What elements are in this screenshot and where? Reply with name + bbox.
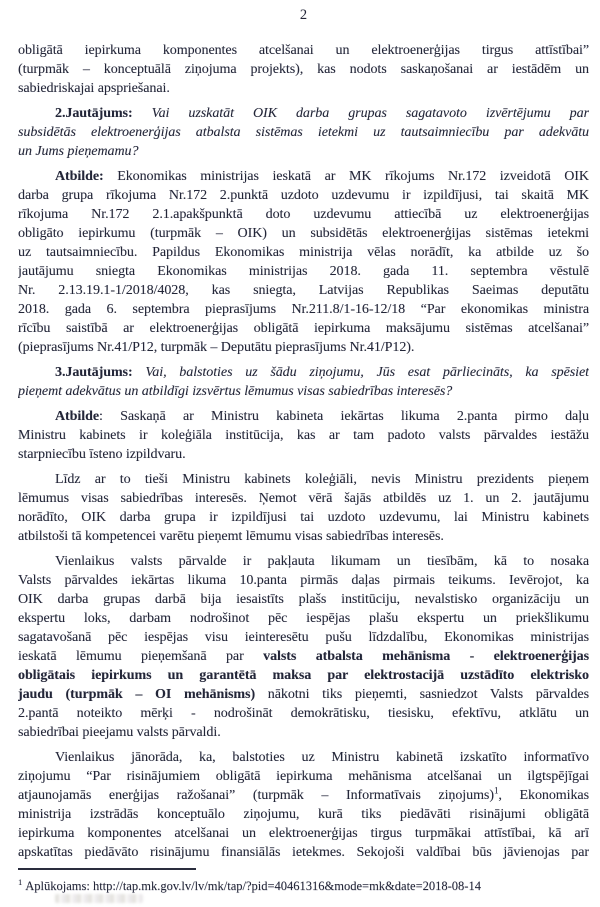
text-segment: ziņojumu “Par risinājumiem obligātā iepirkuma mehānisma atcelšanai un ilgtspējīgai	[18, 769, 589, 784]
text-line	[18, 767, 589, 786]
paragraph	[18, 407, 589, 464]
text-segment: (pieprasījums Nr.41/P12, turpmāk – Deputātu pieprasījums Nr.41/P12).	[18, 340, 415, 355]
text-line	[18, 470, 589, 489]
text-segment: Valsts pārvaldes iekārtas likuma 10.panta pirmās daļas pirmais teikums. Ievērojot, ka	[18, 573, 589, 588]
text-segment: obligātā iepirkuma komponentes atcelšanai un elektroenerģijas tirgus attīstībai”	[18, 43, 589, 58]
text-line	[18, 142, 589, 161]
text-line	[18, 445, 589, 464]
footnote-separator	[18, 868, 196, 870]
text-line	[18, 609, 589, 628]
text-line	[18, 685, 589, 704]
text-segment: atbilstoši tā kompetencei varētu pieņemt lēmumu visas sabiedrības interesēs.	[18, 529, 444, 544]
text-line	[18, 363, 589, 382]
text-line	[18, 338, 589, 357]
text-segment: rīkojuma Nr.172 2.1.apakšpunktā doto uzdevumu attiecībā uz elektroenerģijas	[18, 207, 589, 222]
text-segment: 2.Jautājums:	[55, 106, 152, 121]
text-segment: valsts atbalsta mehānisma - elektroenerģijas	[263, 649, 589, 664]
text-line	[18, 407, 589, 426]
footnote-marker: 1	[18, 877, 23, 887]
text-segment: jaudu (turpmāk – OI mehānisms)	[18, 687, 256, 702]
text-segment: rīcību saistībā ar elektroenerģijas obligātā iepirkuma maksājumu sistēmas atcelšanai”	[18, 321, 589, 336]
text-segment: Vai uzskatāt OIK darba grupas sagatavoto izvērtējumu par	[151, 106, 589, 121]
paragraph	[18, 552, 589, 742]
text-line	[18, 843, 589, 862]
text-line	[18, 300, 589, 319]
text-line	[18, 167, 589, 186]
text-segment: Ekonomikas ministrijas ieskatā ar MK rīkojums Nr.172 izveidotā OIK	[117, 169, 589, 184]
text-segment: ieskatā lēmumu pieņemšanā par	[18, 649, 264, 664]
text-line	[18, 60, 589, 79]
text-segment: OIK darba grupas darbā bija iesaistīts plašs institūciju, nevalstisko organizāciju un	[18, 592, 589, 607]
text-line	[18, 224, 589, 243]
text-segment: sabiedriskajai apspriešanai.	[18, 81, 170, 96]
text-segment: 2.pantā noteikto mērķi - nodrošināt demokrātisku, tiesisku, efektīvu, atklātu un	[18, 706, 589, 721]
text-segment: ministrija izstrādās konceptuālo ziņojumu, kurā tiks piedāvāti risinājumi obligātā	[18, 807, 589, 822]
text-segment: subsidētās elektroenerģijas atbalsta sistēmas ietekmi uz tautsaimniecību par adekvātu	[18, 125, 589, 140]
paragraph	[18, 470, 589, 546]
text-segment: uz tautsaimniecību. Papildus Ekonomikas ministrija vēlas norādīt, ka atbilde uz šo	[18, 245, 589, 260]
text-segment: , Ekonomikas	[498, 788, 589, 803]
text-line	[18, 666, 589, 685]
text-line	[18, 723, 589, 742]
text-line	[18, 262, 589, 281]
text-line	[18, 824, 589, 843]
text-segment: obligātais iepirkums un garantētā maksa par elektrostacijā uzstādīto elektrisko	[18, 668, 589, 683]
text-line	[18, 489, 589, 508]
text-segment: Līdz ar to tieši Ministru kabinets koleģiāli, nevis Ministru prezidents pieņem	[55, 472, 589, 487]
text-segment: un Jums pieņemamu?	[18, 144, 139, 159]
text-line	[18, 243, 589, 262]
text-segment: sabiedrībai pieejamu valsts pārvaldi.	[18, 725, 221, 740]
paragraph	[18, 748, 589, 862]
document-body	[18, 41, 589, 862]
text-line	[18, 571, 589, 590]
text-segment: Vienlaikus jānorāda, ka, balstoties uz Ministru kabinetā izskatīto informatīvo	[55, 750, 589, 765]
text-segment: darba grupa rīkojuma Nr.172 2.punktā uzdoto uzdevumu ir izpildījusi, tai skaitā MK	[18, 188, 589, 203]
paragraph	[18, 167, 589, 357]
text-line	[18, 786, 589, 805]
text-segment: iepirkuma komponentes atcelšanai un elektroenerģijas tirgus turpmākai attīstībai, kā arī	[18, 826, 589, 841]
text-segment: Ministru kabinets ir koleģiāla institūcija, kas ar tam padoto valsts pārvaldes iestāžu	[18, 428, 589, 443]
text-line	[18, 186, 589, 205]
text-segment: 2018. gada 6. septembra pieprasījums Nr.211.8/1-16-12/18 “Par ekonomikas ministra	[18, 302, 589, 317]
text-line	[18, 205, 589, 224]
text-segment: Vienlaikus valsts pārvalde ir pakļauta likumam un tiesībām, kā to nosaka	[55, 554, 589, 569]
paragraph	[18, 363, 589, 401]
text-line	[18, 805, 589, 824]
text-segment: apskatītas piedāvāto risinājumu finansiālās ietekmes. Sekojoši valdībai būs jāvienojas par	[18, 845, 589, 860]
text-segment: Atbilde	[55, 409, 99, 424]
footnote-reference: 1	[493, 786, 499, 796]
text-line	[18, 508, 589, 527]
text-segment: : Saskaņā ar Ministru kabineta iekārtas likuma 2.panta pirmo daļu	[99, 409, 589, 424]
text-segment: (turpmāk – konceptuālā ziņojuma projekts), kas nodots saskaņošanai ar iestādēm un	[18, 62, 589, 77]
text-line	[18, 123, 589, 142]
text-segment: Nr. 2.13.19.1-1/2018/4028, kas sniegta, Latvijas Republikas Saeimas deputātu	[18, 283, 589, 298]
text-line	[18, 748, 589, 767]
text-segment: pieņemt adekvātus un atbildīgi izsvērtus lēmumus visas sabiedrības interesēs?	[18, 384, 453, 399]
text-line	[18, 41, 589, 60]
text-segment: 3.Jautājums:	[55, 365, 146, 380]
text-line	[18, 319, 589, 338]
text-line	[18, 382, 589, 401]
scan-artifact	[55, 894, 143, 903]
text-line	[18, 426, 589, 445]
text-line	[18, 647, 589, 666]
text-line	[18, 590, 589, 609]
text-segment: obligāto iepirkumu (turpmāk – OIK) un subsidētās elektroenerģijas sistēmas ietekmi	[18, 226, 589, 241]
text-segment: Atbilde:	[55, 169, 118, 184]
text-line	[18, 104, 589, 123]
text-segment: nākotni tiks pieņemti, sasniedzot Valsts pārvaldes	[255, 687, 589, 702]
text-line	[18, 527, 589, 546]
text-segment: jautājumu sniegta Ekonomikas ministrijas 2018. gada 11. septembra vēstulē	[18, 264, 589, 279]
text-line	[18, 704, 589, 723]
text-segment: atjaunojamās enerģijas ražošanai” (turpmāk – Informatīvais ziņojums)	[18, 788, 494, 803]
text-line	[18, 79, 589, 98]
text-segment: sagatavošanā pēc iespējas visu ieinteresētu pušu līdzdalību, Ekonomikas ministrijas	[18, 630, 589, 645]
footnote-text: Aplūkojams: http://tap.mk.gov.lv/lv/mk/tap/?pid=40461316&mode=mk&date=2018-08-14	[25, 879, 481, 894]
text-segment: ekspertu loks, darbam nodrošinot pēc iespējas plašu ekspertu un priekšlikumu	[18, 611, 589, 626]
text-segment: Vai, balstoties uz šādu ziņojumu, Jūs esat pārliecināts, ka spēsiet	[145, 365, 589, 380]
text-line	[18, 552, 589, 571]
text-segment: lēmumus visas sabiedrības interesēs. Ņemot vērā šajās atbildēs uz 1. un 2. jautājumu	[18, 491, 589, 506]
text-segment: starpniecību īsteno izpildvaru.	[18, 447, 186, 462]
text-line	[18, 628, 589, 647]
page-number: 2	[299, 7, 308, 23]
paragraph	[18, 41, 589, 98]
footnote	[18, 874, 589, 894]
paragraph	[18, 104, 589, 161]
text-segment: norādīto, OIK darba grupa ir izpildījusi tai uzdoto uzdevumu, lai Ministru kabinets	[18, 510, 589, 525]
text-line	[18, 281, 589, 300]
